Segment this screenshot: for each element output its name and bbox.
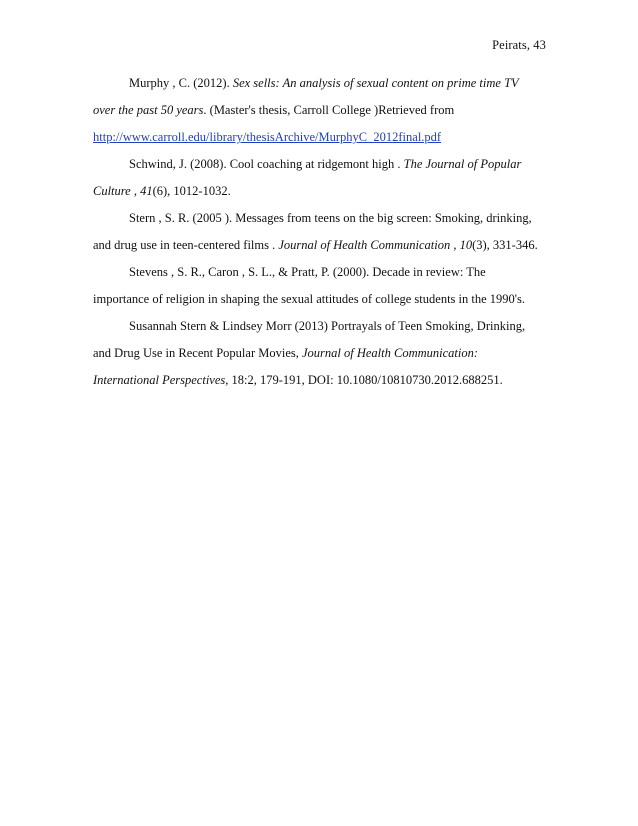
- reference-entry: [93, 205, 543, 259]
- reference-text: . (Master's thesis, Carroll College )Retrieved from: [203, 103, 455, 117]
- reference-text: Schwind, J. (2008). Cool coaching at ridgemont high .: [129, 157, 404, 171]
- reference-text: Murphy , C. (2012).: [129, 76, 233, 90]
- reference-line: [93, 340, 543, 367]
- italic-text: 41: [140, 184, 153, 198]
- italic-text: International Perspectives: [93, 373, 226, 387]
- reference-entry: [93, 151, 543, 205]
- reference-line: [93, 70, 543, 97]
- reference-entry: [93, 313, 543, 394]
- italic-text: Journal of Health Communication:: [302, 346, 479, 360]
- reference-line: [93, 178, 543, 205]
- reference-line: [93, 97, 543, 124]
- italic-text: Sex sells: An analysis of sexual content on prime time TV: [232, 76, 519, 90]
- reference-line: [93, 313, 543, 340]
- reference-text: ,: [130, 184, 141, 198]
- reference-text: Stevens , S. R., Caron , S. L., & Pratt, P. (2000). Decade in review: The: [129, 265, 486, 279]
- reference-entry: [93, 259, 543, 313]
- reference-text: ,: [450, 238, 460, 252]
- italic-text: Journal of Health Communication: [278, 238, 451, 252]
- reference-text: importance of religion in shaping the sexual attitudes of college students in the 1990's.: [93, 292, 526, 306]
- reference-text: and Drug Use in Recent Popular Movies,: [93, 346, 302, 360]
- reference-text: Stern , S. R. (2005 ). Messages from teens on the big screen: Smoking, drinking,: [129, 211, 532, 225]
- reference-list: [93, 70, 543, 394]
- reference-text: and drug use in teen-centered films .: [93, 238, 279, 252]
- reference-text: (6), 1012-1032.: [152, 184, 231, 198]
- reference-line: [93, 151, 543, 178]
- italic-text: 10: [459, 238, 473, 252]
- reference-entry: [93, 70, 543, 151]
- italic-text: Culture: [93, 184, 131, 198]
- reference-text: (3), 331-346.: [472, 238, 538, 252]
- reference-line: [93, 124, 543, 151]
- thesis-url-link[interactable]: http://www.carroll.edu/library/thesisArchive/MurphyC_2012final.pdf: [93, 130, 442, 144]
- italic-text: The Journal of Popular: [403, 157, 522, 171]
- reference-text: Susannah Stern & Lindsey Morr (2013) Portrayals of Teen Smoking, Drinking,: [129, 319, 526, 333]
- reference-text: , 18:2, 179-191, DOI: 10.1080/10810730.2012.688251.: [225, 373, 503, 387]
- reference-line: [93, 367, 543, 394]
- reference-line: [93, 205, 543, 232]
- running-head: Peirats, 43: [492, 38, 546, 52]
- reference-line: [93, 286, 543, 313]
- reference-line: [93, 259, 543, 286]
- reference-line: [93, 232, 543, 259]
- italic-text: over the past 50 years: [93, 103, 204, 117]
